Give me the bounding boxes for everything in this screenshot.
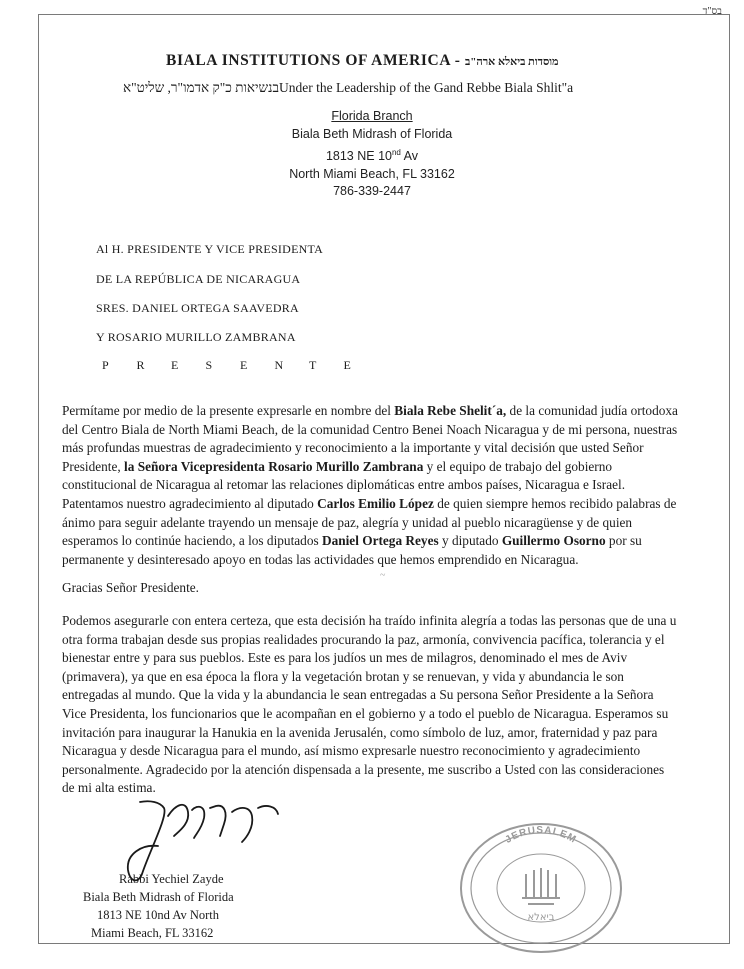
signature-block <box>83 870 234 942</box>
branch-phone: 786-339-2447 <box>333 184 411 199</box>
signer-city: Miami Beach, FL 33162 <box>91 926 214 940</box>
letterhead-title-en: BIALA INSTITUTIONS OF AMERICA - <box>166 52 461 69</box>
body-line: permanente y desinteresado apoyo en todas las actividades que hemos emprendido en Nicaragua. <box>62 551 579 567</box>
organization-seal <box>456 818 626 954</box>
body-line: Permítame por medio de la presente expresarle en nombre del Biala Rebe Shelit´a, de la comunidad judía ortodoxa <box>62 403 678 418</box>
body-paragraph-2 <box>62 612 744 798</box>
letterhead-subtitle <box>123 80 573 96</box>
body-line: más profundas muestras de agradecimiento y reconocimiento a la importante y vital decisión que usted Señor <box>62 440 644 456</box>
branch-name: Biala Beth Midrash of Florida <box>291 126 453 141</box>
body-line: Nicaragua y desde Nicaragua para el mundo, así mismo expresarle nuestro reconocimiento y agradecimiento <box>62 743 641 759</box>
body-line: Podemos asegurarle con entera certeza, que esta decisión ha traído infinita alegría a todas las personas que de una u <box>62 613 677 628</box>
body-line: bienestar entre y para sus pueblos. Este es para los judíos un mes de milagros, denominado el mes de Aviv <box>62 650 628 666</box>
body-line: de mi alta estima. <box>62 780 156 796</box>
closing-thanks: Gracias Señor Presidente. <box>62 580 199 595</box>
body-paragraph-1 <box>62 402 744 569</box>
presente-spaced: P R E S E N T E <box>102 358 351 372</box>
body-line: invitación para inaugurar la Hanukia en la avenida Jerusalén, como símbolo de luz, amor, fraternidad y paz para <box>62 724 658 740</box>
seal-text-top: JERUSALEM <box>503 824 579 846</box>
addressee-line-4: Y ROSARIO MURILLO ZAMBRANA <box>96 330 296 344</box>
body-line: del Centro Biala de North Miami Beach, de la comunidad Centro Benei Noach Nicaragua y de mi persona, nuestras <box>62 421 678 437</box>
signer-name: Rabbi Yechiel Zayde <box>119 872 224 886</box>
addressee-line-2: DE LA REPÚBLICA DE NICARAGUA <box>96 272 301 286</box>
branch-city: North Miami Beach, FL 33162 <box>289 166 455 181</box>
addressee-line-1: Al H. PRESIDENTE Y VICE PRESIDENTA <box>96 242 324 256</box>
body-line: personalmente. Agradecido por la atención dispensada a la presente, me suscribo a Usted con las consideraciones <box>62 761 665 777</box>
corner-mark: בס"ד <box>702 6 722 17</box>
body-line: Presidente, la Señora Vicepresidenta Rosario Murillo Zambrana y el equipo de trabajo del gobierno <box>62 458 613 474</box>
signer-street: 1813 NE 10nd Av North <box>97 908 219 922</box>
body-line: constitucional de Nicaragua al retomar las relaciones diplomáticas entre ambos países, Nicaragua e Israel. <box>62 477 626 493</box>
branch-heading: Florida Branch <box>331 109 413 123</box>
seal-text-center: ביאלא <box>527 912 555 923</box>
addressee-line-3: SRES. DANIEL ORTEGA SAAVEDRA <box>96 301 299 315</box>
letterhead-subtitle-en: Under the Leadership of the Gand Rebbe Biala Shlit"a <box>279 80 574 95</box>
scan-mark: ~ <box>380 570 386 581</box>
body-line: (primavera), ya que en esa época la flora y la vegetación brotan y se renuevan, y vida y abundancia le son <box>62 668 624 684</box>
body-line: esperamos lo continúe haciendo, a los diputados Daniel Ortega Reyes y diputado Guillermo Osorno por su <box>62 533 642 549</box>
body-line: Patentamos nuestro agradecimiento al diputado Carlos Emilio López de quien siempre hemos recibido palabras de <box>62 495 677 511</box>
body-line: Vice Presidenta, los funcionarios que le acompañan en el gobierno y a todo el pueblo de Nicaragua. Esperamos su <box>62 705 669 721</box>
body-line: ánimo para seguir adelante trayendo un mensaje de paz, alegría y unidad al pueblo nicaragüense y de quien <box>62 514 633 530</box>
body-line: otra forma trabajan desde sus propias realidades procurando la paz, armonía, convivencia pacífica, tolerancia y el <box>62 631 665 647</box>
letterhead-title-he: מוסדות ביאלא ארה"ב <box>465 56 559 68</box>
body-line: entregadas al mundo. Que la vida y la abundancia le sean entregadas a Su persona Señor Presidente a la Señora <box>62 687 654 703</box>
letterhead-title <box>166 52 559 70</box>
branch-street: 1813 NE 10nd Av <box>325 147 419 163</box>
branch-block <box>0 108 744 201</box>
letterhead-subtitle-he: בנשיאות כ"ק אדמו"ר, שליט"א <box>123 80 279 95</box>
signer-org: Biala Beth Midrash of Florida <box>83 890 234 904</box>
